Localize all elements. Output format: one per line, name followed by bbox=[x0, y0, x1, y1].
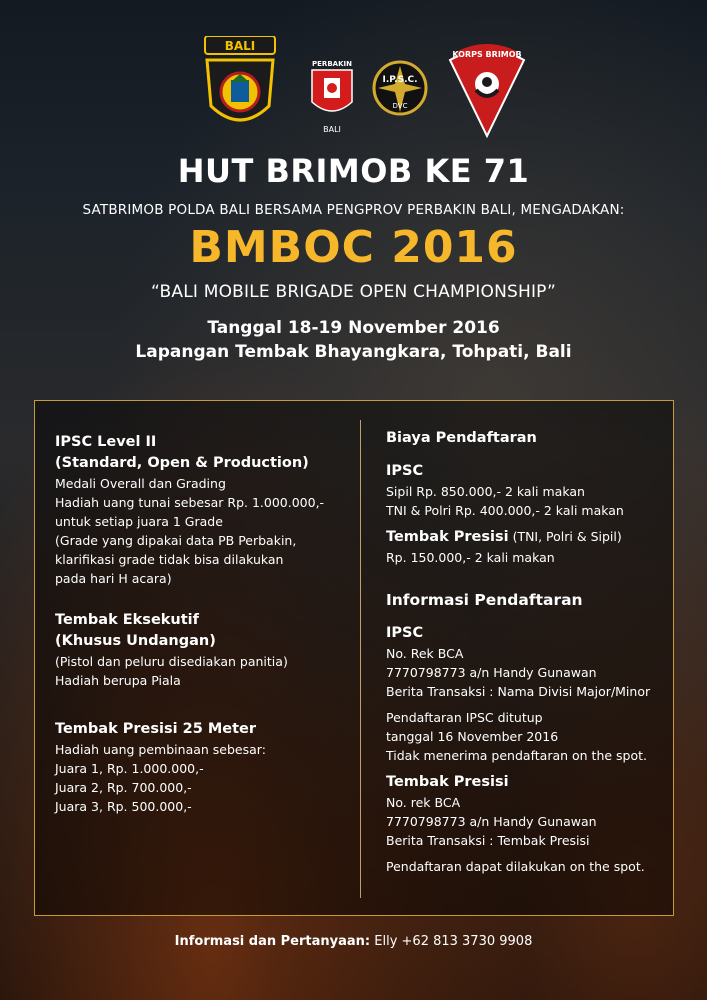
organizer-subtitle: SATBRIMOB POLDA BALI BERSAMA PENGPROV PERBAKIN BALI, MENGADAKAN: bbox=[82, 202, 625, 218]
ipsc-prize-line: pada hari H acara) bbox=[55, 571, 172, 586]
perbakin-bali-logo bbox=[302, 58, 362, 136]
logo-row bbox=[0, 36, 707, 146]
fees-ipsc-heading: IPSC bbox=[386, 463, 424, 479]
registration-heading: Informasi Pendaftaran bbox=[386, 591, 583, 609]
fees-precision-heading: Tembak Presisi bbox=[386, 529, 509, 545]
executive-line: Hadiah berupa Piala bbox=[55, 673, 181, 688]
page-title: HUT BRIMOB KE 71 bbox=[177, 152, 530, 190]
fee-line: TNI & Polri Rp. 400.000,- 2 kali makan bbox=[386, 503, 624, 518]
fee-line: Sipil Rp. 850.000,- 2 kali makan bbox=[386, 484, 585, 499]
registration-ipsc-heading: IPSC bbox=[386, 625, 424, 641]
fees-precision-note: (TNI, Polri & Sipil) bbox=[512, 529, 622, 544]
svg-text:I.P.S.C.: I.P.S.C. bbox=[382, 75, 418, 85]
ipsc-prize-line: untuk setiap juara 1 Grade bbox=[55, 514, 223, 529]
bank-line: Berita Transaksi : Nama Divisi Major/Minor bbox=[386, 684, 651, 699]
ipsc-prize-line: Hadiah uang tunai sebesar Rp. 1.000.000,- bbox=[55, 495, 325, 510]
bank-line: No. rek BCA bbox=[386, 795, 461, 810]
precision-prize-line: Juara 1, Rp. 1.000.000,- bbox=[55, 761, 204, 776]
competition-categories bbox=[55, 432, 355, 816]
executive-line: (Pistol dan peluru disediakan panitia) bbox=[55, 654, 288, 669]
ipsc-prize-line: klarifikasi grade tidak bisa dilakukan bbox=[55, 552, 284, 567]
ipsc-prize-line: Medali Overall dan Grading bbox=[55, 476, 226, 491]
ipsc-heading: IPSC Level II bbox=[55, 434, 157, 450]
precision-prize-line: Juara 3, Rp. 500.000,- bbox=[55, 799, 192, 814]
bank-line: 7770798773 a/n Handy Gunawan bbox=[386, 665, 597, 680]
contact-info: Elly +62 813 3730 9908 bbox=[374, 934, 533, 949]
svg-text:PERBAKIN: PERBAKIN bbox=[312, 60, 352, 68]
precision-heading: Tembak Presisi 25 Meter bbox=[55, 721, 257, 737]
fee-line: Rp. 150.000,- 2 kali makan bbox=[386, 550, 555, 565]
registration-close-line: tanggal 16 November 2016 bbox=[386, 729, 559, 744]
on-the-spot-note: Pendaftaran dapat dilakukan on the spot. bbox=[386, 859, 645, 874]
registration-close-line: Pendaftaran IPSC ditutup bbox=[386, 710, 543, 725]
ipsc-prize-line: (Grade yang dipakai data PB Perbakin, bbox=[55, 533, 297, 548]
event-full-name: “BALI MOBILE BRIGADE OPEN CHAMPIONSHIP” bbox=[151, 282, 556, 302]
column-divider bbox=[360, 420, 361, 898]
registration-precision-heading: Tembak Presisi bbox=[386, 774, 509, 790]
svg-text:BALI: BALI bbox=[224, 39, 256, 53]
precision-prize-line: Hadiah uang pembinaan sebesar: bbox=[55, 742, 266, 757]
korps-brimob-logo bbox=[446, 42, 528, 138]
bank-line: No. Rek BCA bbox=[386, 646, 464, 661]
event-name: BMBOC 2016 bbox=[189, 222, 518, 273]
event-venue: Lapangan Tembak Bhayangkara, Tohpati, Bali bbox=[135, 342, 572, 362]
bank-line: Berita Transaksi : Tembak Presisi bbox=[386, 833, 590, 848]
fees-heading: Biaya Pendaftaran bbox=[386, 430, 537, 446]
bank-line: 7770798773 a/n Handy Gunawan bbox=[386, 814, 597, 829]
registration-close-line: Tidak menerima pendaftaran on the spot. bbox=[386, 748, 648, 763]
polda-bali-logo bbox=[195, 36, 285, 136]
executive-heading: Tembak Eksekutif bbox=[55, 612, 199, 628]
executive-note: (Khusus Undangan) bbox=[55, 633, 216, 649]
contact-label: Informasi dan Pertanyaan: bbox=[174, 934, 371, 949]
contact-footer bbox=[0, 934, 707, 949]
svg-text:DVC: DVC bbox=[392, 102, 408, 110]
event-date: Tanggal 18-19 November 2016 bbox=[207, 318, 500, 338]
svg-text:BALI: BALI bbox=[323, 125, 341, 134]
precision-prize-line: Juara 2, Rp. 700.000,- bbox=[55, 780, 192, 795]
ipsc-divisions: (Standard, Open & Production) bbox=[55, 455, 309, 471]
registration-info bbox=[386, 428, 671, 876]
ipsc-logo bbox=[370, 56, 430, 126]
svg-text:KORPS BRIMOB: KORPS BRIMOB bbox=[452, 50, 522, 59]
